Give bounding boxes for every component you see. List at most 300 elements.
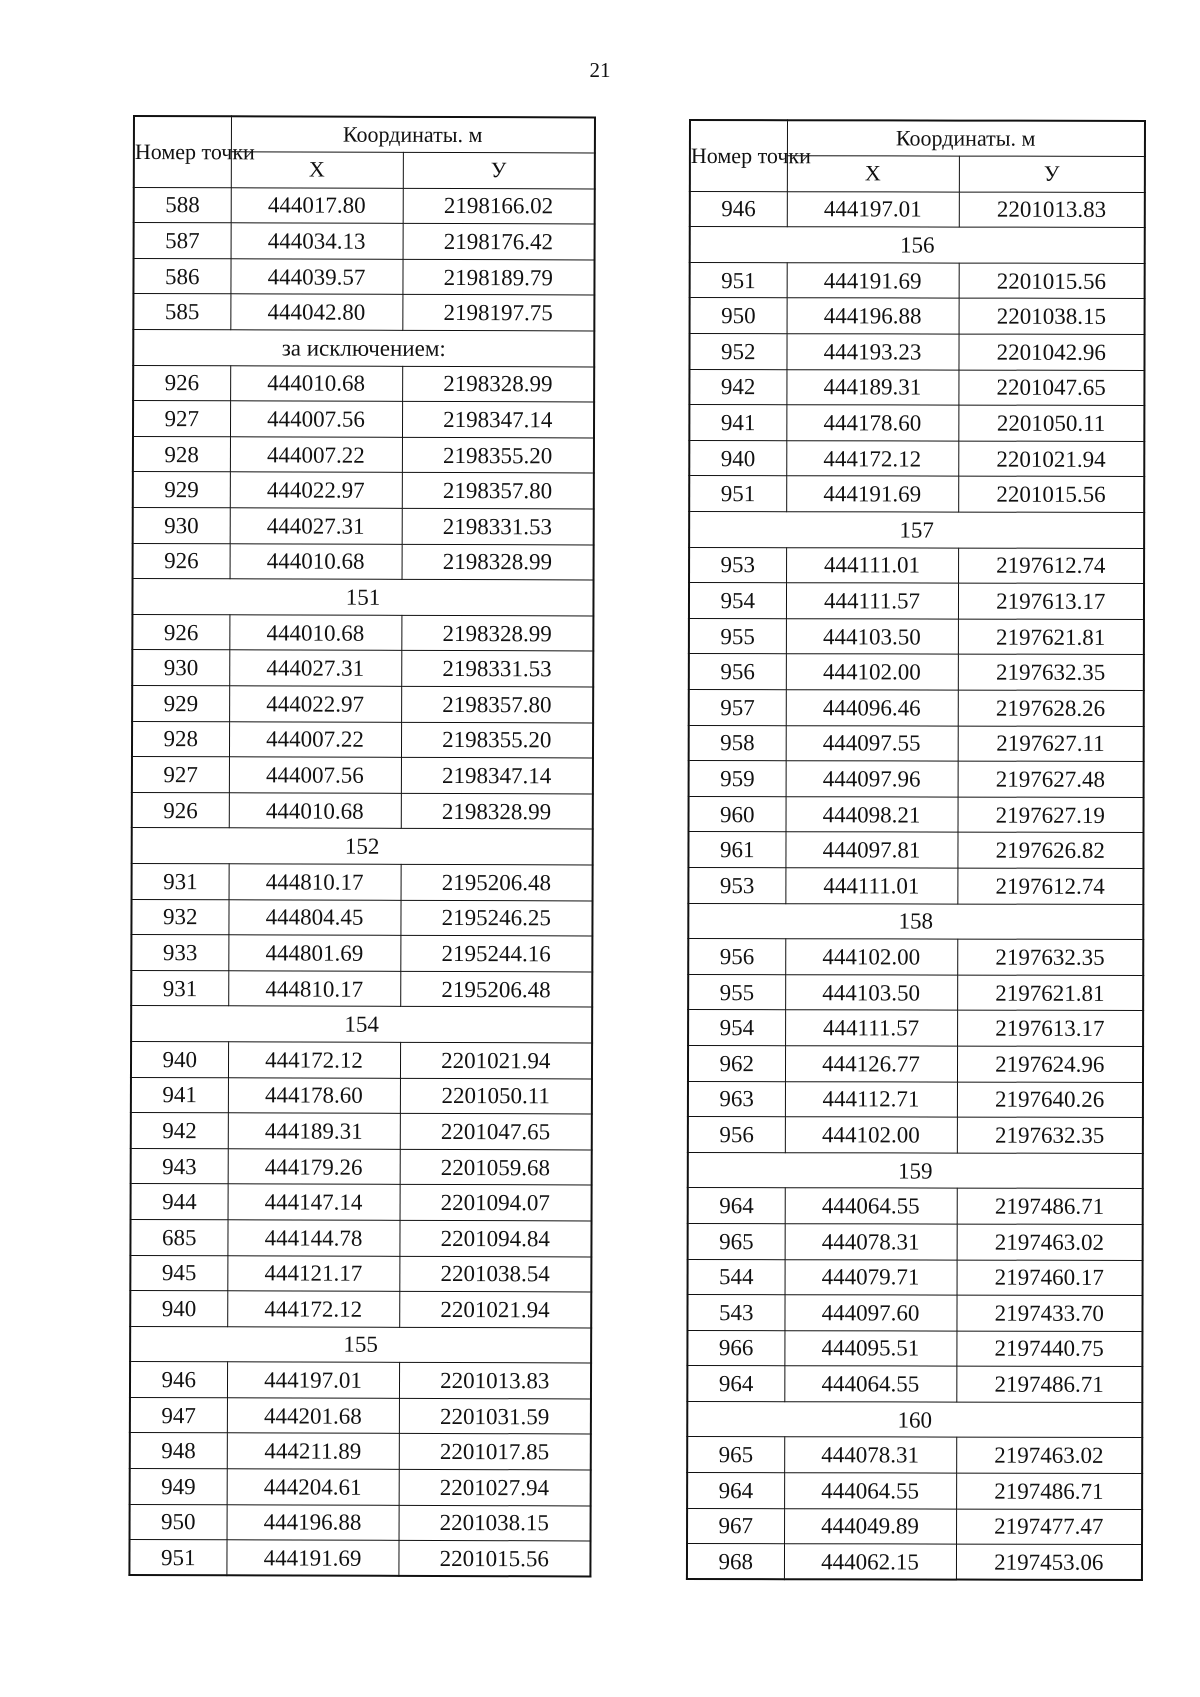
x-coordinate-cell: 444097.60 [784,1295,956,1331]
x-coordinate-cell: 444810.17 [228,971,400,1007]
point-number-cell: 965 [687,1437,784,1473]
point-number-cell: 585 [133,294,230,330]
table-row [133,365,594,402]
point-number-cell: 931 [132,863,229,899]
x-coordinate-cell: 444102.00 [785,939,957,975]
x-coordinate-cell: 444079.71 [785,1259,957,1295]
point-number-cell: 926 [132,792,229,828]
point-number-cell: 928 [133,436,230,472]
x-coordinate-cell: 444191.69 [226,1540,398,1576]
point-number-cell: 946 [690,191,787,227]
point-number-cell: 966 [687,1330,784,1366]
table-row [689,725,1144,762]
table-row [133,436,594,473]
y-coordinate-cell: 2197486.71 [957,1188,1143,1224]
point-number-cell: 958 [689,725,786,761]
table-row [133,401,594,438]
table-row [134,223,595,260]
page-number: 21 [589,58,611,82]
section-row [132,828,593,865]
table-row [132,863,593,900]
x-coordinate-cell: 444049.89 [784,1508,956,1544]
x-coordinate-cell: 444172.12 [227,1291,399,1327]
point-number-cell: 929 [132,686,229,722]
x-coordinate-cell: 444178.60 [786,405,958,441]
point-number-cell: 947 [130,1397,227,1433]
x-coordinate-cell: 444178.60 [228,1077,400,1113]
table-row [130,1291,591,1328]
point-number-cell: 964 [688,1188,785,1224]
y-coordinate-cell: 2197613.17 [958,583,1144,619]
x-coordinate-cell: 444064.55 [784,1473,956,1509]
y-coordinate-cell: 2197632.35 [957,1117,1143,1153]
section-label: за исключением: [133,330,594,367]
point-number-cell: 946 [130,1362,227,1398]
x-coordinate-cell: 444097.81 [785,832,957,868]
y-coordinate-cell: 2197463.02 [957,1224,1143,1260]
x-coordinate-cell: 444121.17 [227,1255,399,1291]
y-coordinate-cell: 2201094.07 [400,1185,592,1221]
table-row [687,1366,1142,1403]
table-row [688,832,1143,869]
x-coordinate-cell: 444144.78 [227,1220,399,1256]
x-coordinate-cell: 444022.97 [229,686,401,722]
table-row [132,686,593,723]
x-coordinate-cell: 444039.57 [230,259,402,295]
x-coordinate-cell: 444193.23 [786,334,958,370]
y-coordinate-cell: 2197627.19 [958,797,1144,833]
x-coordinate-cell: 444027.31 [229,650,401,686]
table-row [133,294,594,331]
y-coordinate-cell: 2201017.85 [399,1434,591,1470]
x-coordinate-cell: 444097.55 [786,725,958,761]
point-number-cell: 931 [131,970,228,1006]
point-number-cell: 952 [689,334,786,370]
y-coordinate-cell: 2197463.02 [956,1438,1142,1474]
table-row [133,472,594,509]
section-row [130,1326,591,1363]
table-row [130,1469,591,1506]
point-number-cell: 956 [689,654,786,690]
point-number-cell: 955 [688,974,785,1010]
y-coordinate-cell: 2198347.14 [402,402,594,438]
y-coordinate-cell: 2201038.15 [959,299,1145,335]
table-row [688,1259,1143,1296]
section-label: 151 [132,579,593,616]
x-coordinate-cell: 444111.57 [786,583,958,619]
x-coordinate-cell: 444189.31 [228,1113,400,1149]
x-header: X [787,156,959,192]
y-coordinate-cell: 2198347.14 [401,758,593,794]
section-row [688,903,1143,940]
y-coordinate-cell: 2197632.35 [958,654,1144,690]
section-row [688,1152,1143,1189]
y-coordinate-cell: 2198355.20 [401,722,593,758]
point-number-cell: 926 [132,614,229,650]
y-coordinate-cell: 2201027.94 [399,1469,591,1505]
coordinates-header: Координаты. м [787,120,1145,156]
section-row [131,1006,592,1043]
point-number-cell: 940 [131,1041,228,1077]
table-row [689,761,1144,798]
table-row [689,654,1144,691]
point-number-cell: 963 [688,1081,785,1117]
table-body-right [687,191,1145,1580]
y-coordinate-cell: 2197486.71 [956,1366,1142,1402]
y-coordinate-cell: 2195244.16 [400,936,592,972]
coordinates-header: Координаты. м [231,116,595,153]
point-number-cell: 543 [687,1295,784,1331]
x-coordinate-cell: 444201.68 [227,1398,399,1434]
point-number-cell: 949 [130,1469,227,1505]
table-row [689,618,1144,655]
point-number-cell: 964 [687,1473,784,1509]
table-row [690,191,1145,228]
y-coordinate-cell: 2201015.56 [398,1541,590,1577]
point-number-cell: 930 [132,650,229,686]
point-number-cell: 956 [688,1117,785,1153]
y-coordinate-cell: 2197477.47 [956,1509,1142,1545]
table-row [688,1081,1143,1118]
point-number-cell: 951 [690,262,787,298]
point-number-cell: 685 [130,1219,227,1255]
section-row [132,579,593,616]
y-header: У [403,152,595,188]
table-row [690,298,1145,335]
x-coordinate-cell: 444179.26 [228,1149,400,1185]
y-coordinate-cell: 2198331.53 [402,508,594,544]
point-number-cell: 954 [688,1010,785,1046]
section-row [133,330,594,367]
point-number-cell: 948 [130,1433,227,1469]
point-number-header: Номер точки [134,116,231,187]
point-number-cell: 927 [132,757,229,793]
section-label: 160 [687,1401,1142,1438]
table-row [689,369,1144,406]
table-row [689,796,1144,833]
y-coordinate-cell: 2201050.11 [958,405,1144,441]
x-coordinate-cell: 444010.68 [230,365,402,401]
y-coordinate-cell: 2198357.80 [401,686,593,722]
x-coordinate-cell: 444196.88 [787,298,959,334]
point-number-cell: 945 [130,1255,227,1291]
table-row [687,1295,1142,1332]
y-coordinate-cell: 2201021.94 [958,441,1144,477]
table-row [130,1362,591,1399]
y-coordinate-cell: 2201015.56 [959,263,1145,299]
table-row [689,334,1144,371]
table-row [130,1219,591,1256]
point-number-cell: 968 [687,1544,784,1580]
y-coordinate-cell: 2201013.83 [399,1363,591,1399]
point-number-cell: 587 [134,223,231,259]
y-coordinate-cell: 2201050.11 [400,1078,592,1114]
table-row [689,476,1144,513]
table-row [132,721,593,758]
y-coordinate-cell: 2197460.17 [957,1260,1143,1296]
x-coordinate-cell: 444112.71 [785,1081,957,1117]
table-row [687,1330,1142,1367]
table-row [689,547,1144,584]
y-coordinate-cell: 2198328.99 [402,544,594,580]
point-number-cell: 964 [687,1366,784,1402]
table-row [132,792,593,829]
x-coordinate-cell: 444804.45 [228,899,400,935]
table-row [687,1508,1142,1545]
table-row [133,258,594,295]
coordinates-table-right [686,119,1146,1581]
y-coordinate-cell: 2195206.48 [400,971,592,1007]
x-coordinate-cell: 444062.15 [784,1544,956,1580]
y-coordinate-cell: 2197612.74 [958,548,1144,584]
x-coordinate-cell: 444191.69 [787,263,959,299]
x-coordinate-cell: 444034.13 [231,223,403,259]
table-row [688,1117,1143,1154]
coordinates-table-left [128,115,596,1578]
x-coordinate-cell: 444078.31 [785,1224,957,1260]
y-coordinate-cell: 2198166.02 [403,188,595,224]
x-coordinate-cell: 444097.96 [786,761,958,797]
x-coordinate-cell: 444007.22 [229,721,401,757]
y-coordinate-cell: 2197632.35 [957,939,1143,975]
y-coordinate-cell: 2198328.99 [401,793,593,829]
y-coordinate-cell: 2197621.81 [957,975,1143,1011]
x-coordinate-cell: 444172.12 [786,441,958,477]
x-coordinate-cell: 444111.57 [785,1010,957,1046]
table-row [688,867,1143,904]
x-coordinate-cell: 444147.14 [228,1184,400,1220]
point-number-cell: 926 [133,543,230,579]
x-coordinate-cell: 444801.69 [228,935,400,971]
table-header-row [690,120,1145,157]
point-number-cell: 943 [131,1148,228,1184]
table-row [688,1188,1143,1225]
x-coordinate-cell: 444010.68 [229,615,401,651]
point-number-cell: 961 [688,832,785,868]
point-number-cell: 965 [688,1223,785,1259]
point-number-cell: 933 [131,935,228,971]
y-coordinate-cell: 2201021.94 [399,1291,591,1327]
table-row [131,1184,592,1221]
point-number-cell: 927 [133,401,230,437]
table-row [130,1433,591,1470]
y-coordinate-cell: 2201047.65 [400,1113,592,1149]
point-number-cell: 955 [689,618,786,654]
point-number-cell: 941 [131,1077,228,1113]
x-coordinate-cell: 444204.61 [227,1469,399,1505]
x-coordinate-cell: 444191.69 [786,476,958,512]
x-coordinate-cell: 444172.12 [228,1042,400,1078]
y-coordinate-cell: 2198355.20 [402,437,594,473]
point-number-cell: 954 [689,583,786,619]
point-number-cell: 956 [688,939,785,975]
point-number-header: Номер точки [690,120,787,191]
table-row [134,187,595,224]
table-row [687,1437,1142,1474]
y-coordinate-cell: 2198189.79 [402,259,594,295]
table-row [688,974,1143,1011]
point-number-cell: 929 [133,472,230,508]
y-coordinate-cell: 2201031.59 [399,1398,591,1434]
table-row [688,1223,1143,1260]
y-coordinate-cell: 2198328.99 [402,366,594,402]
y-coordinate-cell: 2197613.17 [957,1010,1143,1046]
table-row [131,1077,592,1114]
table-row [130,1397,591,1434]
y-coordinate-cell: 2195206.48 [401,864,593,900]
x-header: X [231,152,403,188]
x-coordinate-cell: 444096.46 [786,690,958,726]
y-coordinate-cell: 2198328.99 [401,615,593,651]
point-number-cell: 951 [129,1540,226,1576]
x-coordinate-cell: 444211.89 [227,1433,399,1469]
table-row [687,1473,1142,1510]
y-header: У [959,156,1145,192]
table-row [687,1544,1142,1581]
y-coordinate-cell: 2197453.06 [956,1544,1142,1580]
y-coordinate-cell: 2197624.96 [957,1046,1143,1082]
table-row [688,1045,1143,1082]
point-number-cell: 932 [131,899,228,935]
point-number-cell: 959 [689,761,786,797]
x-coordinate-cell: 444007.56 [229,757,401,793]
x-coordinate-cell: 444810.17 [229,864,401,900]
section-label: 154 [131,1006,592,1043]
y-coordinate-cell: 2197627.11 [958,726,1144,762]
point-number-cell: 951 [689,476,786,512]
table-row [132,757,593,794]
table-row [132,614,593,651]
x-coordinate-cell: 444007.56 [230,401,402,437]
point-number-cell: 586 [133,258,230,294]
table-header-row [134,116,595,153]
point-number-cell: 940 [689,440,786,476]
y-coordinate-cell: 2197640.26 [957,1082,1143,1118]
table-row [689,405,1144,442]
section-label: 156 [690,227,1145,264]
y-coordinate-cell: 2201047.65 [958,370,1144,406]
y-coordinate-cell: 2197628.26 [958,690,1144,726]
x-coordinate-cell: 444126.77 [785,1046,957,1082]
section-label: 157 [689,512,1144,549]
x-coordinate-cell: 444017.80 [231,187,403,223]
table-row [688,1010,1143,1047]
y-coordinate-cell: 2201021.94 [400,1042,592,1078]
point-number-cell: 967 [687,1508,784,1544]
y-coordinate-cell: 2201015.56 [958,477,1144,513]
y-coordinate-cell: 2198357.80 [402,473,594,509]
section-row [687,1401,1142,1438]
x-coordinate-cell: 444197.01 [227,1362,399,1398]
x-coordinate-cell: 444098.21 [786,796,958,832]
table-row [130,1255,591,1292]
y-coordinate-cell: 2201038.15 [399,1505,591,1541]
y-coordinate-cell: 2201094.84 [399,1220,591,1256]
section-label: 159 [688,1152,1143,1189]
x-coordinate-cell: 444010.68 [229,793,401,829]
x-coordinate-cell: 444102.00 [785,1117,957,1153]
point-number-cell: 588 [134,187,231,223]
y-coordinate-cell: 2195246.25 [400,900,592,936]
y-coordinate-cell: 2197627.48 [958,761,1144,797]
y-coordinate-cell: 2201013.83 [959,192,1145,228]
x-coordinate-cell: 444022.97 [230,472,402,508]
x-coordinate-cell: 444103.50 [786,619,958,655]
point-number-cell: 944 [131,1184,228,1220]
y-coordinate-cell: 2197612.74 [957,868,1143,904]
table-row [131,1148,592,1185]
x-coordinate-cell: 444064.55 [785,1188,957,1224]
table-row [133,508,594,545]
y-coordinate-cell: 2201042.96 [958,334,1144,370]
x-coordinate-cell: 444189.31 [786,369,958,405]
table-row [689,583,1144,620]
table-row [690,262,1145,299]
point-number-cell: 953 [689,547,786,583]
point-number-cell: 928 [132,721,229,757]
x-coordinate-cell: 444197.01 [787,191,959,227]
x-coordinate-cell: 444196.88 [227,1504,399,1540]
table-row [132,650,593,687]
table-row [131,899,592,936]
table-row [133,543,594,580]
point-number-cell: 940 [130,1291,227,1327]
table-row [689,440,1144,477]
x-coordinate-cell: 444027.31 [230,508,402,544]
y-coordinate-cell: 2197626.82 [957,832,1143,868]
point-number-cell: 926 [133,365,230,401]
table-row [131,970,592,1007]
x-coordinate-cell: 444007.22 [230,437,402,473]
x-coordinate-cell: 444078.31 [784,1437,956,1473]
point-number-cell: 950 [690,298,787,334]
table-row [131,1113,592,1150]
section-row [690,227,1145,264]
point-number-cell: 941 [689,405,786,441]
table-row [689,690,1144,727]
y-coordinate-cell: 2197621.81 [958,619,1144,655]
table-row [130,1504,591,1541]
table-body-left [129,187,594,1577]
y-coordinate-cell: 2198197.75 [402,295,594,331]
y-coordinate-cell: 2197440.75 [956,1331,1142,1367]
point-number-cell: 950 [130,1504,227,1540]
y-coordinate-cell: 2198176.42 [403,224,595,260]
section-label: 158 [688,903,1143,940]
section-label: 152 [132,828,593,865]
y-coordinate-cell: 2197433.70 [956,1295,1142,1331]
x-coordinate-cell: 444103.50 [785,974,957,1010]
section-row [689,512,1144,549]
x-coordinate-cell: 444111.01 [785,868,957,904]
x-coordinate-cell: 444064.55 [784,1366,956,1402]
y-coordinate-cell: 2201059.68 [400,1149,592,1185]
x-coordinate-cell: 444111.01 [786,547,958,583]
point-number-cell: 942 [689,369,786,405]
y-coordinate-cell: 2197486.71 [956,1473,1142,1509]
y-coordinate-cell: 2198331.53 [401,651,593,687]
x-coordinate-cell: 444010.68 [230,543,402,579]
section-label: 155 [130,1326,591,1363]
point-number-cell: 942 [131,1113,228,1149]
x-coordinate-cell: 444102.00 [786,654,958,690]
point-number-cell: 953 [688,867,785,903]
x-coordinate-cell: 444095.51 [784,1330,956,1366]
table-row [131,1041,592,1078]
point-number-cell: 957 [689,690,786,726]
point-number-cell: 930 [133,508,230,544]
point-number-cell: 544 [688,1259,785,1295]
